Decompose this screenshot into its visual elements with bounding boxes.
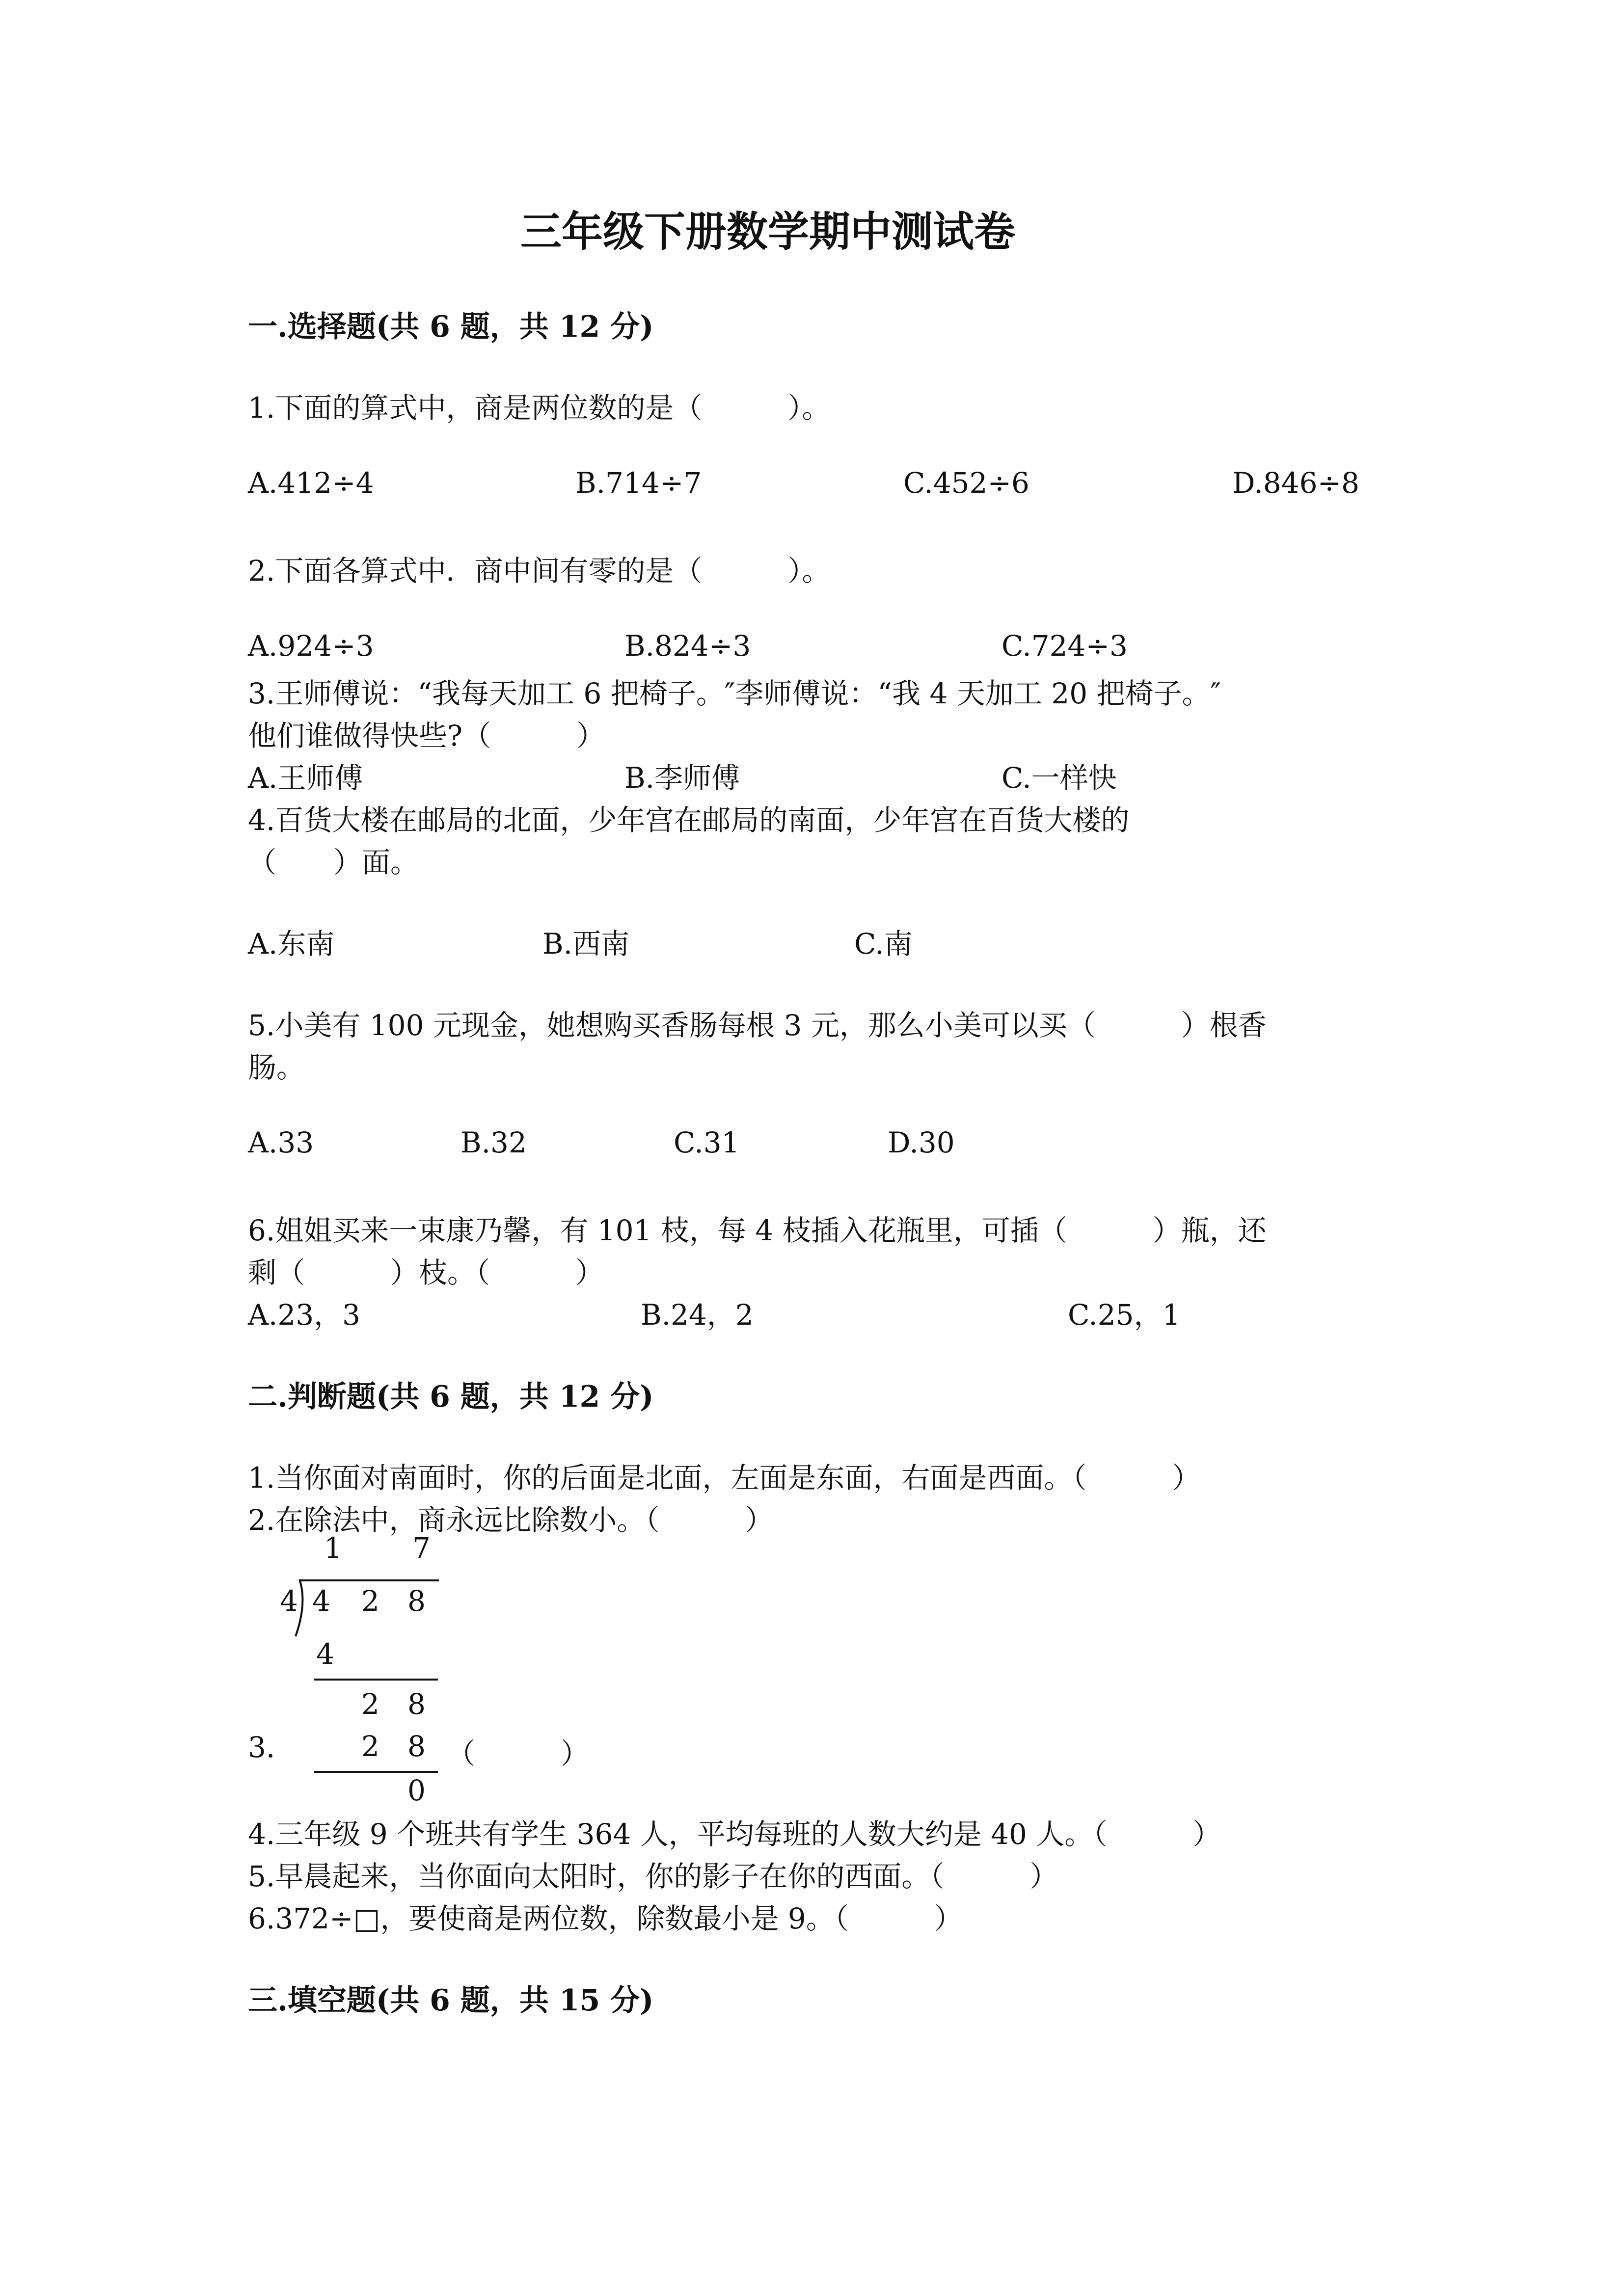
long-division-figure bbox=[275, 1531, 442, 1806]
divisor: 4 bbox=[280, 1584, 298, 1618]
question-stem: 2.在除法中，商永远比除数小。（ ） bbox=[248, 1503, 774, 1537]
dividend-digit: 4 bbox=[312, 1584, 330, 1618]
option-a[interactable]: A.412÷4 bbox=[248, 466, 374, 500]
option-c[interactable]: C.452÷6 bbox=[903, 466, 1029, 500]
step-line bbox=[314, 1679, 438, 1681]
option-d[interactable]: D.846÷8 bbox=[1232, 466, 1360, 500]
dividend-digit: 2 bbox=[361, 1584, 379, 1618]
step-line bbox=[314, 1771, 438, 1773]
question-stem: 2.下面各算式中．商中间有零的是（ ）。 bbox=[248, 554, 831, 587]
question-stem: 5.小美有 100 元现金，她想购买香肠每根 3 元，那么小美可以买（ ）根香 bbox=[248, 1009, 1267, 1042]
option-c[interactable]: C.一样快 bbox=[1001, 761, 1117, 795]
question-stem: 1.当你面对南面时，你的后面是北面，左面是东面，右面是西面。（ ） bbox=[248, 1461, 1201, 1495]
page-title: 三年级下册数学期中测试卷 bbox=[520, 207, 1016, 256]
option-a[interactable]: A.23，3 bbox=[248, 1298, 361, 1332]
dividend-digit: 8 bbox=[407, 1584, 426, 1618]
option-c[interactable]: C.724÷3 bbox=[1001, 629, 1128, 663]
option-c[interactable]: C.25，1 bbox=[1068, 1298, 1181, 1332]
option-d[interactable]: D.30 bbox=[888, 1126, 955, 1159]
option-b[interactable]: B.824÷3 bbox=[624, 629, 751, 663]
option-b[interactable]: B.西南 bbox=[542, 927, 630, 961]
option-a[interactable]: A.王师傅 bbox=[248, 761, 363, 795]
question-stem: 6.姐姐买来一束康乃馨，有 101 枝，每 4 枝插入花瓶里，可插（ ）瓶，还 bbox=[248, 1214, 1267, 1247]
option-c[interactable]: C.31 bbox=[674, 1126, 740, 1159]
question-stem: 5.早晨起来，当你面向太阳时，你的影子在你的西面。（ ） bbox=[248, 1860, 1058, 1893]
question-stem: 4.百货大楼在邮局的北面，少年宫在邮局的南面，少年宫在百货大楼的 bbox=[248, 803, 1130, 837]
section-heading-judgement: 二.判断题(共 6 题，共 12 分) bbox=[248, 1380, 654, 1414]
division-bar bbox=[300, 1579, 439, 1581]
question-stem: 6.372÷□，要使商是两位数，除数最小是 9。（ ） bbox=[248, 1902, 963, 1935]
question-stem-line2: 他们谁做得快些?（ ） bbox=[248, 719, 605, 752]
option-b[interactable]: B.李师傅 bbox=[624, 761, 740, 795]
step-digit: 4 bbox=[316, 1637, 334, 1671]
step-digit: 2 bbox=[361, 1730, 379, 1763]
section-heading-fill-blank: 三.填空题(共 6 题，共 15 分) bbox=[248, 1983, 654, 2018]
question-stem: 4.三年级 9 个班共有学生 364 人，平均每班的人数大约是 40 人。（ ） bbox=[248, 1817, 1221, 1851]
step-digit: 8 bbox=[407, 1730, 426, 1763]
quotient-digit: 7 bbox=[412, 1531, 431, 1565]
step-digit: 2 bbox=[361, 1687, 379, 1721]
question-number: 3. bbox=[248, 1731, 275, 1764]
question-stem-line2: 肠。 bbox=[248, 1051, 305, 1084]
option-a[interactable]: A.东南 bbox=[248, 927, 335, 961]
section-heading-choice: 一.选择题(共 6 题，共 12 分) bbox=[248, 310, 654, 344]
question-stem: 1.下面的算式中，商是两位数的是（ ）。 bbox=[248, 391, 831, 425]
option-a[interactable]: A.33 bbox=[248, 1126, 314, 1159]
answer-bracket: （ ） bbox=[447, 1737, 590, 1770]
quotient-digit: 1 bbox=[324, 1531, 342, 1565]
option-b[interactable]: B.24，2 bbox=[641, 1298, 754, 1332]
option-b[interactable]: B.32 bbox=[460, 1126, 527, 1159]
remainder-digit: 0 bbox=[407, 1774, 426, 1807]
question-stem: 3.王师傅说：“我每天加工 6 把椅子。″李师傅说：“我 4 天加工 20 把椅子。″ bbox=[248, 677, 1221, 710]
question-stem-line2: 剩（ ）枝。（ ） bbox=[248, 1256, 604, 1289]
option-a[interactable]: A.924÷3 bbox=[248, 629, 374, 663]
option-b[interactable]: B.714÷7 bbox=[575, 466, 702, 500]
step-digit: 8 bbox=[407, 1687, 426, 1721]
option-c[interactable]: C.南 bbox=[854, 927, 913, 961]
question-stem-line2: （ ）面。 bbox=[248, 846, 419, 879]
